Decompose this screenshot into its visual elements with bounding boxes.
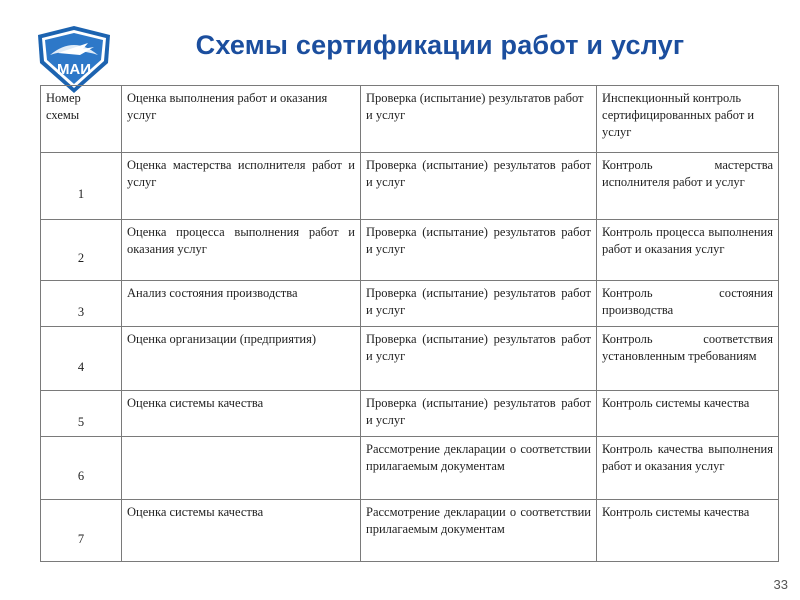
- scheme-number-cell: 6: [41, 437, 122, 500]
- certification-schemes-table: [40, 85, 779, 562]
- scheme-number-cell: 2: [41, 220, 122, 281]
- table-cell: Контроль мастерства исполнителя работ и услуг: [597, 153, 779, 220]
- table-cell: Контроль системы качества: [597, 500, 779, 562]
- scheme-number-cell: 3: [41, 281, 122, 327]
- header-scheme-number: Номер схемы: [41, 86, 122, 153]
- table-cell: Проверка (испытание) результатов работ и услуг: [361, 281, 597, 327]
- slide-title: Схемы сертификации работ и услуг: [195, 30, 685, 60]
- table-cell: Контроль системы качества: [597, 391, 779, 437]
- table-row: [41, 327, 779, 391]
- table-cell: Контроль состояния производства: [597, 281, 779, 327]
- header-result-testing: Проверка (испытание) результатов работ и услуг: [361, 86, 597, 153]
- table-cell: Оценка процесса выполнения работ и оказания услуг: [122, 220, 361, 281]
- table-cell: Оценка системы качества: [122, 500, 361, 562]
- table-row: [41, 153, 779, 220]
- table-cell: [122, 437, 361, 500]
- table-row: [41, 437, 779, 500]
- scheme-number-cell: 5: [41, 391, 122, 437]
- table-cell: Рассмотрение декларации о соответствии прилагаемым документам: [361, 437, 597, 500]
- logo-text: МАИ: [56, 61, 92, 78]
- table-cell: Оценка системы качества: [122, 391, 361, 437]
- scheme-number-cell: 1: [41, 153, 122, 220]
- table-cell: Анализ состояния производства: [122, 281, 361, 327]
- table-cell: Проверка (испытание) результатов работ и услуг: [361, 327, 597, 391]
- page-number: 33: [773, 577, 788, 592]
- table-cell: Проверка (испытание) результатов работ и услуг: [361, 220, 597, 281]
- header-work-assessment: Оценка выполнения работ и оказания услуг: [122, 86, 361, 153]
- table-cell: Оценка мастерства исполнителя работ и услуг: [122, 153, 361, 220]
- table-cell: Контроль соответствия установленным требованиям: [597, 327, 779, 391]
- header-inspection-control: Инспекционный контроль сертифицированных работ и услуг: [597, 86, 779, 153]
- table-cell: Рассмотрение декларации о соответствии прилагаемым документам: [361, 500, 597, 562]
- table-row: [41, 500, 779, 562]
- table-cell: Контроль процесса выполнения работ и оказания услуг: [597, 220, 779, 281]
- table-cell: Проверка (испытание) результатов работ и услуг: [361, 391, 597, 437]
- table-row: [41, 391, 779, 437]
- scheme-number-cell: 7: [41, 500, 122, 562]
- table-row: [41, 220, 779, 281]
- table-cell: Контроль качества выполнения работ и оказания услуг: [597, 437, 779, 500]
- table-cell: Проверка (испытание) результатов работ и услуг: [361, 153, 597, 220]
- table-header-row: [41, 86, 779, 153]
- table-row: [41, 281, 779, 327]
- scheme-number-cell: 4: [41, 327, 122, 391]
- table-cell: Оценка организации (предприятия): [122, 327, 361, 391]
